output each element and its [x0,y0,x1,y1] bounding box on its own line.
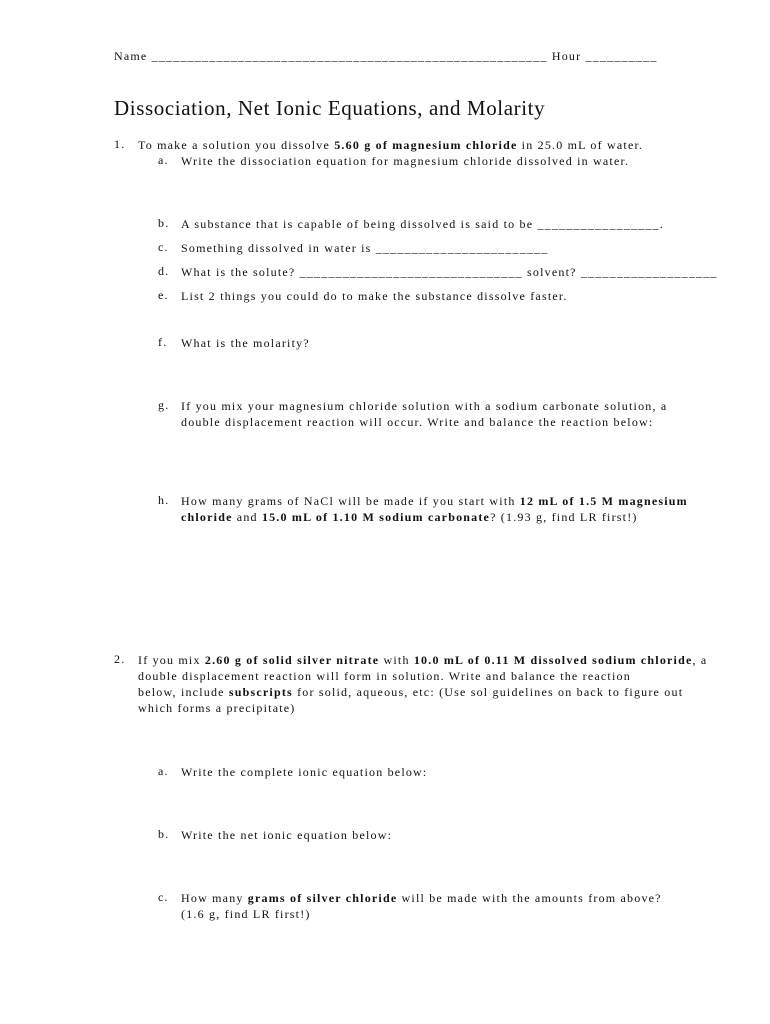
q2c-text1: How many [181,891,248,905]
q1f-text: What is the molarity? [181,336,310,350]
q2-text3: , a [692,653,708,667]
q2-text4: below, include [138,685,229,699]
q1-intro-bold: 5.60 g of magnesium chloride [334,138,518,152]
q2c-line1 [181,890,662,906]
q1c-text: Something dissolved in water is ________________________ [181,241,549,255]
q2-text1: If you mix [138,653,205,667]
q1c-label: c. [158,240,169,254]
q2a-text: Write the complete ionic equation below: [181,765,428,779]
q2-bold3: subscripts [228,685,293,699]
q1-intro [138,137,643,153]
q1e-label: e. [158,288,169,302]
q1f-label: f. [158,335,168,349]
hour-label: Hour [551,49,582,63]
q1b-text: A substance that is capable of being dissolved is said to be _________________. [181,217,665,231]
header-line [114,48,658,64]
q1h-text3: ? (1.93 g, find LR first!) [490,510,638,524]
q2-number: 2. [114,652,126,666]
q1h-line1 [181,493,688,509]
q1-number: 1. [114,137,126,151]
q2-line3 [138,684,683,700]
q1g-label: g. [158,398,170,412]
q2-text5: for solid, aqueous, etc: (Use sol guidelines on back to figure out [292,685,684,699]
q1g-line1: If you mix your magnesium chloride solution with a sodium carbonate solution, a [181,399,668,413]
q1-intro-text: To make a solution you dissolve [138,138,335,152]
q2-text2: with [379,653,414,667]
q1a-text: Write the dissociation equation for magnesium chloride dissolved in water. [181,154,630,168]
q1h-bold2: chloride [181,510,233,524]
q1h-bold: 12 mL of 1.5 M magnesium [519,494,688,508]
q1g-line2: double displacement reaction will occur. Write and balance the reaction below: [181,415,654,429]
q1d-label: d. [158,264,170,278]
name-label: Name [114,49,148,63]
q1h-label: h. [158,493,170,507]
q2a-label: a. [158,764,169,778]
q2c-line2: (1.6 g, find LR first!) [181,907,311,921]
q2-line4: which forms a precipitate) [138,701,296,715]
q2-line2: double displacement reaction will form in solution. Write and balance the reaction [138,669,631,683]
q1h-text2: and [232,510,262,524]
q1h-bold3: 15.0 mL of 1.10 M sodium carbonate [261,510,491,524]
q2-bold1: 2.60 g of solid silver nitrate [204,653,380,667]
q2b-label: b. [158,827,170,841]
q2c-text2: will be made with the amounts from above? [397,891,662,905]
q1d-text: What is the solute? _______________________________ solvent? ___________________ [181,265,718,279]
q2-line1 [138,652,707,668]
q1h-line2 [181,509,638,525]
q1a-label: a. [158,153,169,167]
q2-bold2: 10.0 mL of 0.11 M dissolved sodium chloride [413,653,693,667]
q2c-bold: grams of silver chloride [247,891,398,905]
q1b-label: b. [158,216,170,230]
q1h-text: How many grams of NaCl will be made if you start with [181,494,520,508]
q2c-label: c. [158,890,169,904]
hour-blank[interactable]: __________ [585,49,658,63]
q1e-text: List 2 things you could do to make the substance dissolve faster. [181,289,568,303]
q2b-text: Write the net ionic equation below: [181,828,393,842]
name-blank[interactable]: _______________________________________________________ [151,49,548,63]
q1-intro-text-end: in 25.0 mL of water. [517,138,644,152]
page-title: Dissociation, Net Ionic Equations, and Molarity [114,96,546,120]
